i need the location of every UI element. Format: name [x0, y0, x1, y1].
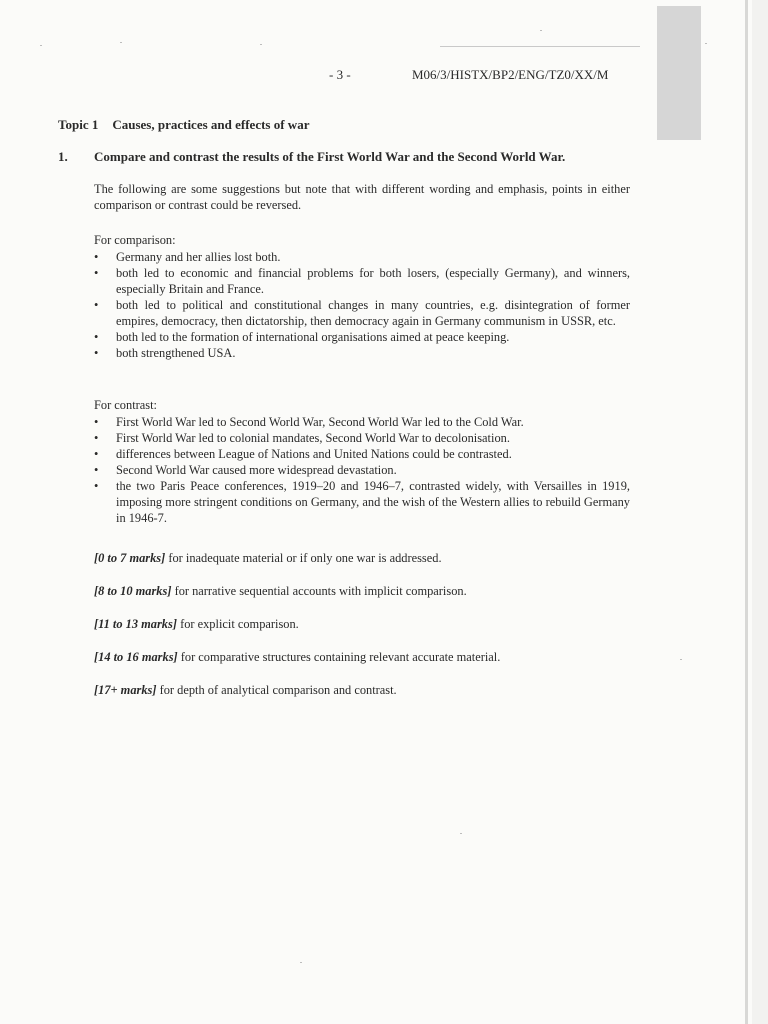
markband-description: for depth of analytical comparison and contrast.	[159, 683, 397, 697]
scan-gray-patch	[657, 6, 701, 140]
list-item: • Second World War caused more widespread devastation.	[94, 462, 630, 478]
scan-margin	[752, 0, 768, 1024]
comparison-heading: For comparison:	[94, 233, 176, 247]
scan-speck	[540, 30, 542, 31]
markband-description: for explicit comparison.	[180, 617, 299, 631]
question-text: Compare and contrast the results of the First World War and the Second World War.	[94, 149, 566, 164]
list-item: • First World War led to Second World War, Second World War led to the Cold War.	[94, 414, 630, 430]
markband-4	[94, 683, 397, 698]
contrast-heading: For contrast:	[94, 398, 157, 412]
scan-speck	[460, 833, 462, 834]
scan-speck	[680, 659, 682, 660]
markband-1	[94, 584, 467, 599]
markband-range: [0 to 7 marks]	[94, 551, 166, 565]
markband-range: [11 to 13 marks]	[94, 617, 177, 631]
topic-label: Topic 1	[58, 117, 99, 132]
comparison-list	[94, 249, 630, 361]
markband-range: [17+ marks]	[94, 683, 157, 697]
markband-0	[94, 551, 442, 566]
question-number: 1.	[58, 149, 68, 164]
scan-speck	[120, 42, 122, 43]
list-item: • the two Paris Peace conferences, 1919–20 and 1946–7, contrasted widely, with Versailles in 1919, imposing more stringent conditions on Germany, and the wish of the Western allies to rebuild Germany in 1946-7.	[94, 478, 630, 526]
document-reference: M06/3/HISTX/BP2/ENG/TZ0/XX/M	[412, 67, 609, 82]
list-item: • both led to the formation of international organisations aimed at peace keeping.	[94, 329, 630, 345]
contrast-list	[94, 414, 630, 526]
list-item: • Germany and her allies lost both.	[94, 249, 630, 265]
markband-description: for inadequate material or if only one war is addressed.	[168, 551, 442, 565]
scan-edge-line	[745, 0, 748, 1024]
markband-2	[94, 617, 299, 632]
list-item: • First World War led to colonial mandates, Second World War to decolonisation.	[94, 430, 630, 446]
list-item: • differences between League of Nations and United Nations could be contrasted.	[94, 446, 630, 462]
markband-description: for narrative sequential accounts with implicit comparison.	[174, 584, 467, 598]
intro-paragraph: The following are some suggestions but note that with different wording and emphasis, points in either comparison or contrast could be reversed.	[94, 182, 630, 212]
list-item: • both led to economic and financial problems for both losers, (especially Germany), and winners, especially Britain and France.	[94, 265, 630, 297]
topic-title: Causes, practices and effects of war	[112, 117, 310, 132]
topic-heading	[58, 117, 309, 133]
list-item: • both strengthened USA.	[94, 345, 630, 361]
markband-range: [8 to 10 marks]	[94, 584, 172, 598]
scan-speck	[300, 962, 302, 963]
page-number: - 3 -	[329, 67, 351, 82]
markband-description: for comparative structures containing relevant accurate material.	[180, 650, 501, 664]
scan-speck	[40, 45, 42, 46]
top-rule	[440, 46, 640, 47]
list-item: • both led to political and constitutional changes in many countries, e.g. disintegration of former empires, democracy, then dictatorship, then democracy again in Germany communism in USSR, etc.	[94, 297, 630, 329]
markband-range: [14 to 16 marks]	[94, 650, 178, 664]
scan-speck	[260, 44, 262, 45]
scan-speck	[705, 43, 707, 44]
markband-3	[94, 650, 500, 665]
